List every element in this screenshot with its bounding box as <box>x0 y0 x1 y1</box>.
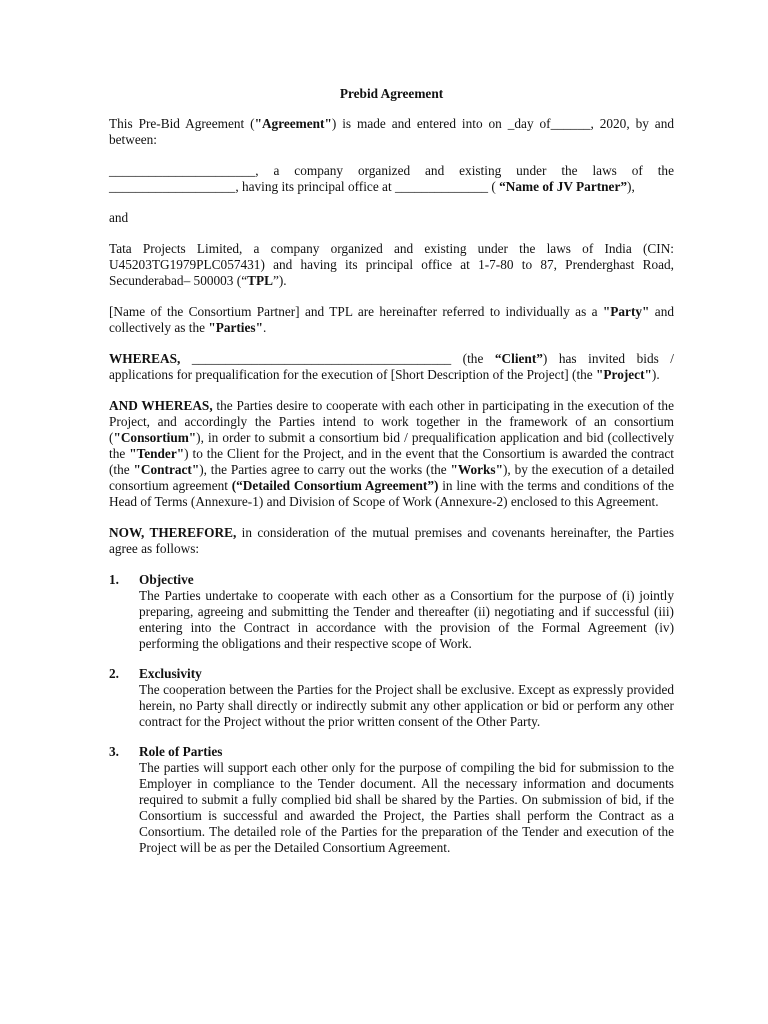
section-number: 2. <box>109 666 119 681</box>
party2-text-1: Tata Projects Limited, a company organized and existing under the laws of India (CIN: U45203TG1979PLC057431) and having its principal office at 1-7-80 to 87, Prenderghast Road, Secunderabad– 500003 (“ <box>109 241 674 288</box>
party1-paragraph <box>109 163 674 195</box>
section-exclusivity <box>109 666 674 730</box>
party2-paragraph <box>109 241 674 289</box>
section-body: The parties will support each other only for the purpose of compiling the bid for submission to the Employer in compliance to the Tender document. All the necessary information and documents required to submit a fully complied bid shall be shared by the Parties. On submission of bid, if the Consortium is successful and awarded the Project, the Parties shall perform the Contract as a Consortium. The detailed role of the Parties for the preparation of the Tender and execution of the Project will be as per the Detailed Consortium Agreement. <box>139 760 674 855</box>
and-whereas-text-5: ), by the execution of a detailed consortium agreement <box>109 462 674 493</box>
parties-def-term-party: "Party" <box>602 304 650 319</box>
section-role-of-parties <box>109 744 674 856</box>
now-therefore-text: in consideration of the mutual premises and covenants hereinafter, the Parties agree as follows: <box>109 525 674 556</box>
whereas-term-client: “Client” <box>494 351 543 366</box>
party2-term-tpl: TPL <box>247 273 273 288</box>
parties-definition-paragraph <box>109 304 674 336</box>
section-heading: Role of Parties <box>139 744 223 759</box>
and-whereas-paragraph <box>109 398 674 510</box>
section-heading-row <box>109 572 674 588</box>
party2-text-2: ”). <box>272 273 287 288</box>
and-whereas-keyword: AND WHEREAS, <box>109 398 213 413</box>
section-heading-row <box>109 744 674 760</box>
parties-def-text-2: and collectively as the <box>109 304 674 335</box>
whereas-term-project: "Project" <box>596 367 652 382</box>
and-whereas-text-1: the Parties desire to cooperate with each other in participating in the execution of the Project, and accordingly the Parties intend to work together in the framework of an consortium ( <box>109 398 674 445</box>
document-title: Prebid Agreement <box>339 86 444 101</box>
whereas-paragraph <box>109 351 674 383</box>
and-whereas-text-2: ), in order to submit a consortium bid / prequalification application and bid (collectively the <box>109 430 674 461</box>
party1-text-2: ), <box>627 179 635 194</box>
section-number: 3. <box>109 744 119 759</box>
intro-paragraph <box>109 116 674 148</box>
parties-def-text-3: . <box>262 320 267 335</box>
party1-text-1: ______________________, a company organized and existing under the laws of the ___________________, having its principal office at ______________ ( <box>109 163 674 194</box>
intro-text-1: This Pre-Bid Agreement ( <box>109 116 255 131</box>
and-whereas-term-works: "Works" <box>450 462 503 477</box>
section-objective <box>109 572 674 652</box>
and-whereas-term-detailed-agreement: (“Detailed Consortium Agreement”) <box>231 478 439 493</box>
section-heading: Exclusivity <box>139 666 202 681</box>
parties-def-text-1: [Name of the Consortium Partner] and TPL are hereinafter referred to individually as a <box>109 304 603 319</box>
intro-term-agreement: "Agreement" <box>254 116 332 131</box>
and-whereas-text-3: ) to the Client for the Project, and in the event that the Consortium is awarded the contract (the <box>109 446 674 477</box>
whereas-text-3: ). <box>651 367 660 382</box>
parties-def-term-parties: "Parties" <box>208 320 263 335</box>
section-number: 1. <box>109 572 119 587</box>
and-whereas-term-tender: "Tender" <box>129 446 185 461</box>
and-paragraph: and <box>109 210 129 225</box>
section-body: The cooperation between the Parties for the Project shall be exclusive. Except as expressly provided herein, no Party shall directly or indirectly submit any other application or bid or perform any other contract for the Project without the prior written consent of the Other Party. <box>139 682 674 729</box>
document-body <box>109 86 674 870</box>
now-therefore-keyword: NOW, THEREFORE, <box>109 525 237 540</box>
party1-term-jv-partner: “Name of JV Partner” <box>499 179 628 194</box>
section-body: The Parties undertake to cooperate with each other as a Consortium for the purpose of (i) jointly preparing, agreeing and submitting the Tender and thereafter (ii) negotiating and if successful (iii) entering into the Contract in accordance with the provision of the Formal Agreement (iv) performing the obligations and their respective scope of Work. <box>139 588 674 651</box>
and-whereas-term-contract: "Contract" <box>133 462 200 477</box>
intro-text-2: ) is made and entered into on _day of______, 2020, by and between: <box>109 116 675 147</box>
section-heading: Objective <box>139 572 194 587</box>
and-whereas-term-consortium: "Consortium" <box>113 430 197 445</box>
section-heading-row <box>109 666 674 682</box>
whereas-keyword: WHEREAS, <box>109 351 181 366</box>
whereas-text-1: _______________________________________ (the <box>180 351 495 366</box>
and-whereas-text-6: in line with the terms and conditions of the Head of Terms (Annexure-1) and Division of Scope of Work (Annexure-2) enclosed to this Agreement. <box>109 478 674 509</box>
and-whereas-text-4: ), the Parties agree to carry out the works (the <box>199 462 451 477</box>
now-therefore-paragraph <box>109 525 674 557</box>
whereas-text-2: ) has invited bids / applications for prequalification for the execution of [Short Description of the Project] (the <box>109 351 674 382</box>
